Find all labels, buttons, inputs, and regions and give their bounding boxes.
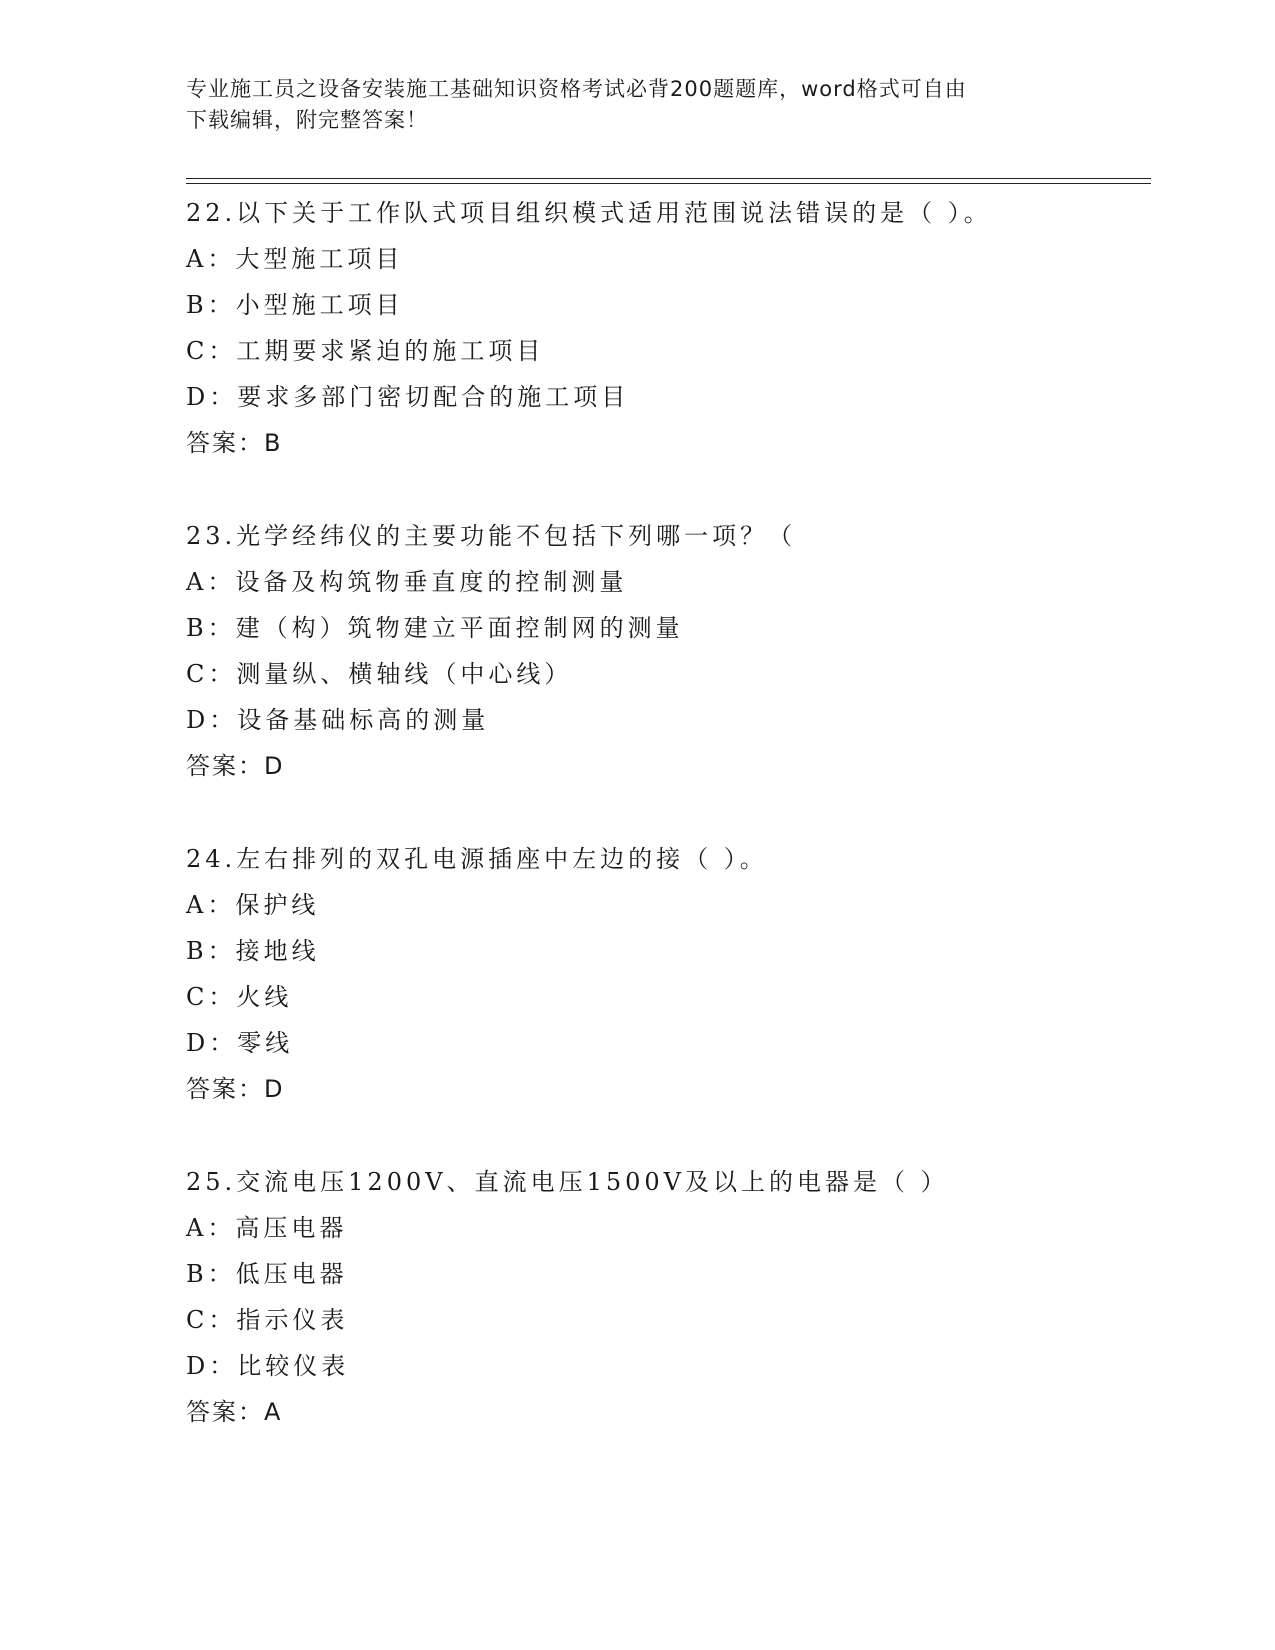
question-stem: 23.光学经纬仪的主要功能不包括下列哪一项？（ (186, 522, 797, 550)
option-c: C：指示仪表 (186, 1306, 349, 1334)
option-c: C：火线 (186, 983, 293, 1011)
option-d: D：比较仪表 (186, 1352, 350, 1380)
option-b: B：接地线 (186, 937, 320, 965)
option-a: A：保护线 (186, 891, 320, 919)
question-24 (186, 836, 1146, 1112)
question-stem: 22.以下关于工作队式项目组织模式适用范围说法错误的是（ ）。 (186, 199, 992, 227)
document-header (186, 74, 1066, 136)
answer-line: 答案：D (186, 752, 285, 780)
header-divider-top (186, 178, 1151, 179)
option-b: B：低压电器 (186, 1260, 348, 1288)
header-line-1: 专业施工员之设备安装施工基础知识资格考试必背200题题库，word格式可自由 (186, 77, 967, 101)
question-stem: 24.左右排列的双孔电源插座中左边的接（ ）。 (186, 845, 768, 873)
option-c: C：测量纵、横轴线（中心线） (186, 660, 573, 688)
answer-line: 答案：B (186, 429, 283, 457)
option-d: D：设备基础标高的测量 (186, 706, 490, 734)
option-c: C：工期要求紧迫的施工项目 (186, 337, 545, 365)
question-22 (186, 190, 1146, 466)
option-a: A：设备及构筑物垂直度的控制测量 (186, 568, 628, 596)
answer-line: 答案：D (186, 1075, 285, 1103)
question-25 (186, 1159, 1146, 1435)
question-23 (186, 513, 1146, 789)
option-d: D：要求多部门密切配合的施工项目 (186, 383, 630, 411)
option-d: D：零线 (186, 1029, 294, 1057)
header-line-2: 下载编辑，附完整答案！ (186, 108, 428, 132)
option-b: B：小型施工项目 (186, 291, 404, 319)
option-a: A：大型施工项目 (186, 245, 404, 273)
question-stem: 25.交流电压1200V、直流电压1500V及以上的电器是（ ） (186, 1168, 949, 1196)
answer-line: 答案：A (186, 1398, 283, 1426)
option-b: B：建（构）筑物建立平面控制网的测量 (186, 614, 684, 642)
question-list (186, 190, 1146, 1482)
header-divider-bottom (186, 183, 1151, 184)
option-a: A：高压电器 (186, 1214, 348, 1242)
